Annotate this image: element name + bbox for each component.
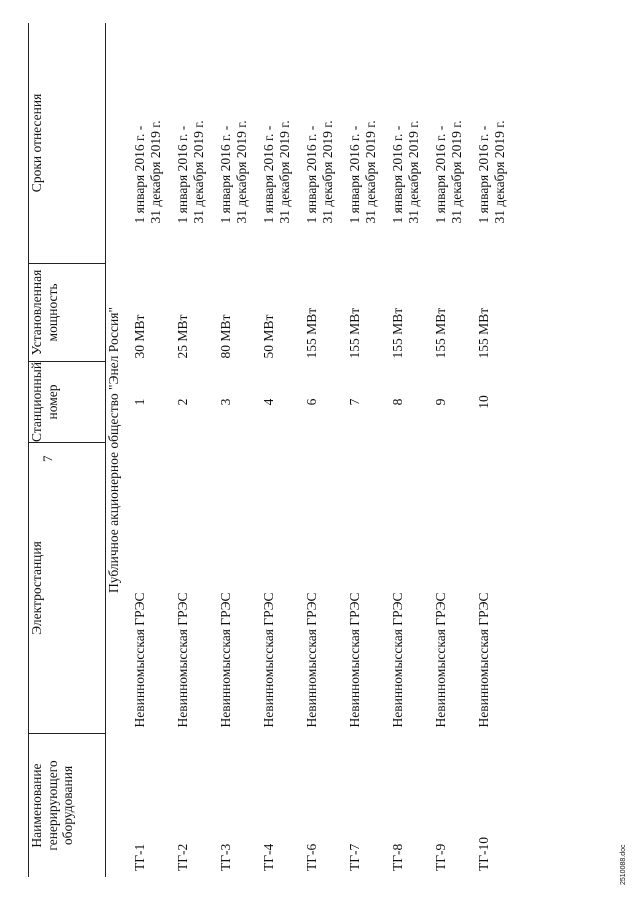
section-title: Публичное акционерное общество "Энел Россия": [106, 307, 121, 593]
capacity-cell: 155 МВт: [476, 307, 491, 359]
table-row: [433, 23, 476, 877]
period-end: 31 декабря 2019 г.: [405, 120, 421, 224]
period-end: 31 декабря 2019 г.: [319, 120, 335, 224]
period-cell: [261, 23, 304, 264]
period-start: 1 января 2016 г. -: [261, 125, 276, 224]
table-header-row: [29, 23, 106, 877]
table-row: [175, 23, 218, 877]
period-cell: [218, 23, 261, 264]
period-start: 1 января 2016 г. -: [218, 125, 233, 224]
equipment-name-cell: ТГ-6: [304, 843, 319, 871]
period-cell: [132, 23, 175, 264]
period-cell: [175, 23, 218, 264]
period-end: 31 декабря 2019 г.: [448, 120, 464, 224]
period-start: 1 января 2016 г. -: [476, 125, 491, 224]
period-end: 31 декабря 2019 г.: [147, 120, 163, 224]
period-end: 31 декабря 2019 г.: [362, 120, 378, 224]
power-plant-cell: Невинномысская ГРЭС: [476, 592, 491, 728]
power-plant-cell: Невинномысская ГРЭС: [347, 592, 362, 728]
station-number-cell: 10: [476, 395, 491, 409]
equipment-name-cell: ТГ-2: [175, 843, 190, 871]
capacity-cell: 155 МВт: [347, 307, 362, 359]
period-start: 1 января 2016 г. -: [347, 125, 362, 224]
table-row: [132, 23, 175, 877]
capacity-cell: 25 МВт: [175, 314, 190, 359]
period-cell: [433, 23, 476, 264]
station-number-cell: 1: [132, 398, 147, 406]
equipment-name-cell: ТГ-1: [132, 843, 147, 871]
capacity-cell: 155 МВт: [390, 307, 405, 359]
station-number-cell: 6: [304, 398, 319, 406]
capacity-cell: 30 МВт: [132, 314, 147, 359]
period-end: 31 декабря 2019 г.: [276, 120, 292, 224]
period-start: 1 января 2016 г. -: [132, 125, 147, 224]
station-number-cell: 8: [390, 398, 405, 406]
table-row: [347, 23, 390, 877]
equipment-name-cell: ТГ-8: [390, 843, 405, 871]
power-plant-cell: Невинномысская ГРЭС: [304, 592, 319, 728]
power-plant-cell: Невинномысская ГРЭС: [261, 592, 276, 728]
header-power-plant: Электростанция: [29, 443, 106, 734]
equipment-name-cell: ТГ-9: [433, 843, 448, 871]
table-row: [476, 23, 519, 877]
period-cell: [347, 23, 390, 264]
equipment-name-cell: ТГ-3: [218, 843, 233, 871]
station-number-cell: 7: [347, 398, 362, 406]
period-start: 1 января 2016 г. -: [175, 125, 190, 224]
equipment-table: [28, 23, 519, 877]
table-row: [218, 23, 261, 877]
power-plant-cell: Невинномысская ГРЭС: [132, 592, 147, 728]
equipment-name-cell: ТГ-10: [476, 836, 491, 871]
period-cell: [476, 23, 519, 264]
power-plant-cell: Невинномысская ГРЭС: [175, 592, 190, 728]
period-cell: [390, 23, 433, 264]
period-start: 1 января 2016 г. -: [390, 125, 405, 224]
capacity-cell: 155 МВт: [433, 307, 448, 359]
page-number: 7: [40, 455, 55, 462]
power-plant-cell: Невинномысская ГРЭС: [218, 592, 233, 728]
header-station-number: Станционный номер: [29, 361, 106, 442]
document-id: 2510088.doc: [620, 844, 627, 885]
period-end: 31 декабря 2019 г.: [190, 120, 206, 224]
table-row: [261, 23, 304, 877]
period-start: 1 января 2016 г. -: [304, 125, 319, 224]
station-number-cell: 9: [433, 398, 448, 406]
table-row: [390, 23, 433, 877]
power-plant-cell: Невинномысская ГРЭС: [433, 592, 448, 728]
station-number-cell: 4: [261, 398, 276, 406]
period-cell: [304, 23, 347, 264]
equipment-name-cell: ТГ-7: [347, 843, 362, 871]
header-equipment-name: Наименование генерирующего оборудования: [29, 734, 106, 878]
header-installed-capacity: Установленная мощность: [29, 263, 106, 361]
capacity-cell: 80 МВт: [218, 314, 233, 359]
station-number-cell: 3: [218, 398, 233, 406]
header-period: Сроки отнесения: [29, 23, 106, 264]
station-number-cell: 2: [175, 398, 190, 406]
table-body: [132, 23, 519, 877]
equipment-name-cell: ТГ-4: [261, 843, 276, 871]
section-row: [106, 23, 133, 877]
capacity-cell: 155 МВт: [304, 307, 319, 359]
period-end: 31 декабря 2019 г.: [491, 120, 507, 224]
period-end: 31 декабря 2019 г.: [233, 120, 249, 224]
period-start: 1 января 2016 г. -: [433, 125, 448, 224]
power-plant-cell: Невинномысская ГРЭС: [390, 592, 405, 728]
capacity-cell: 50 МВт: [261, 314, 276, 359]
table-row: [304, 23, 347, 877]
